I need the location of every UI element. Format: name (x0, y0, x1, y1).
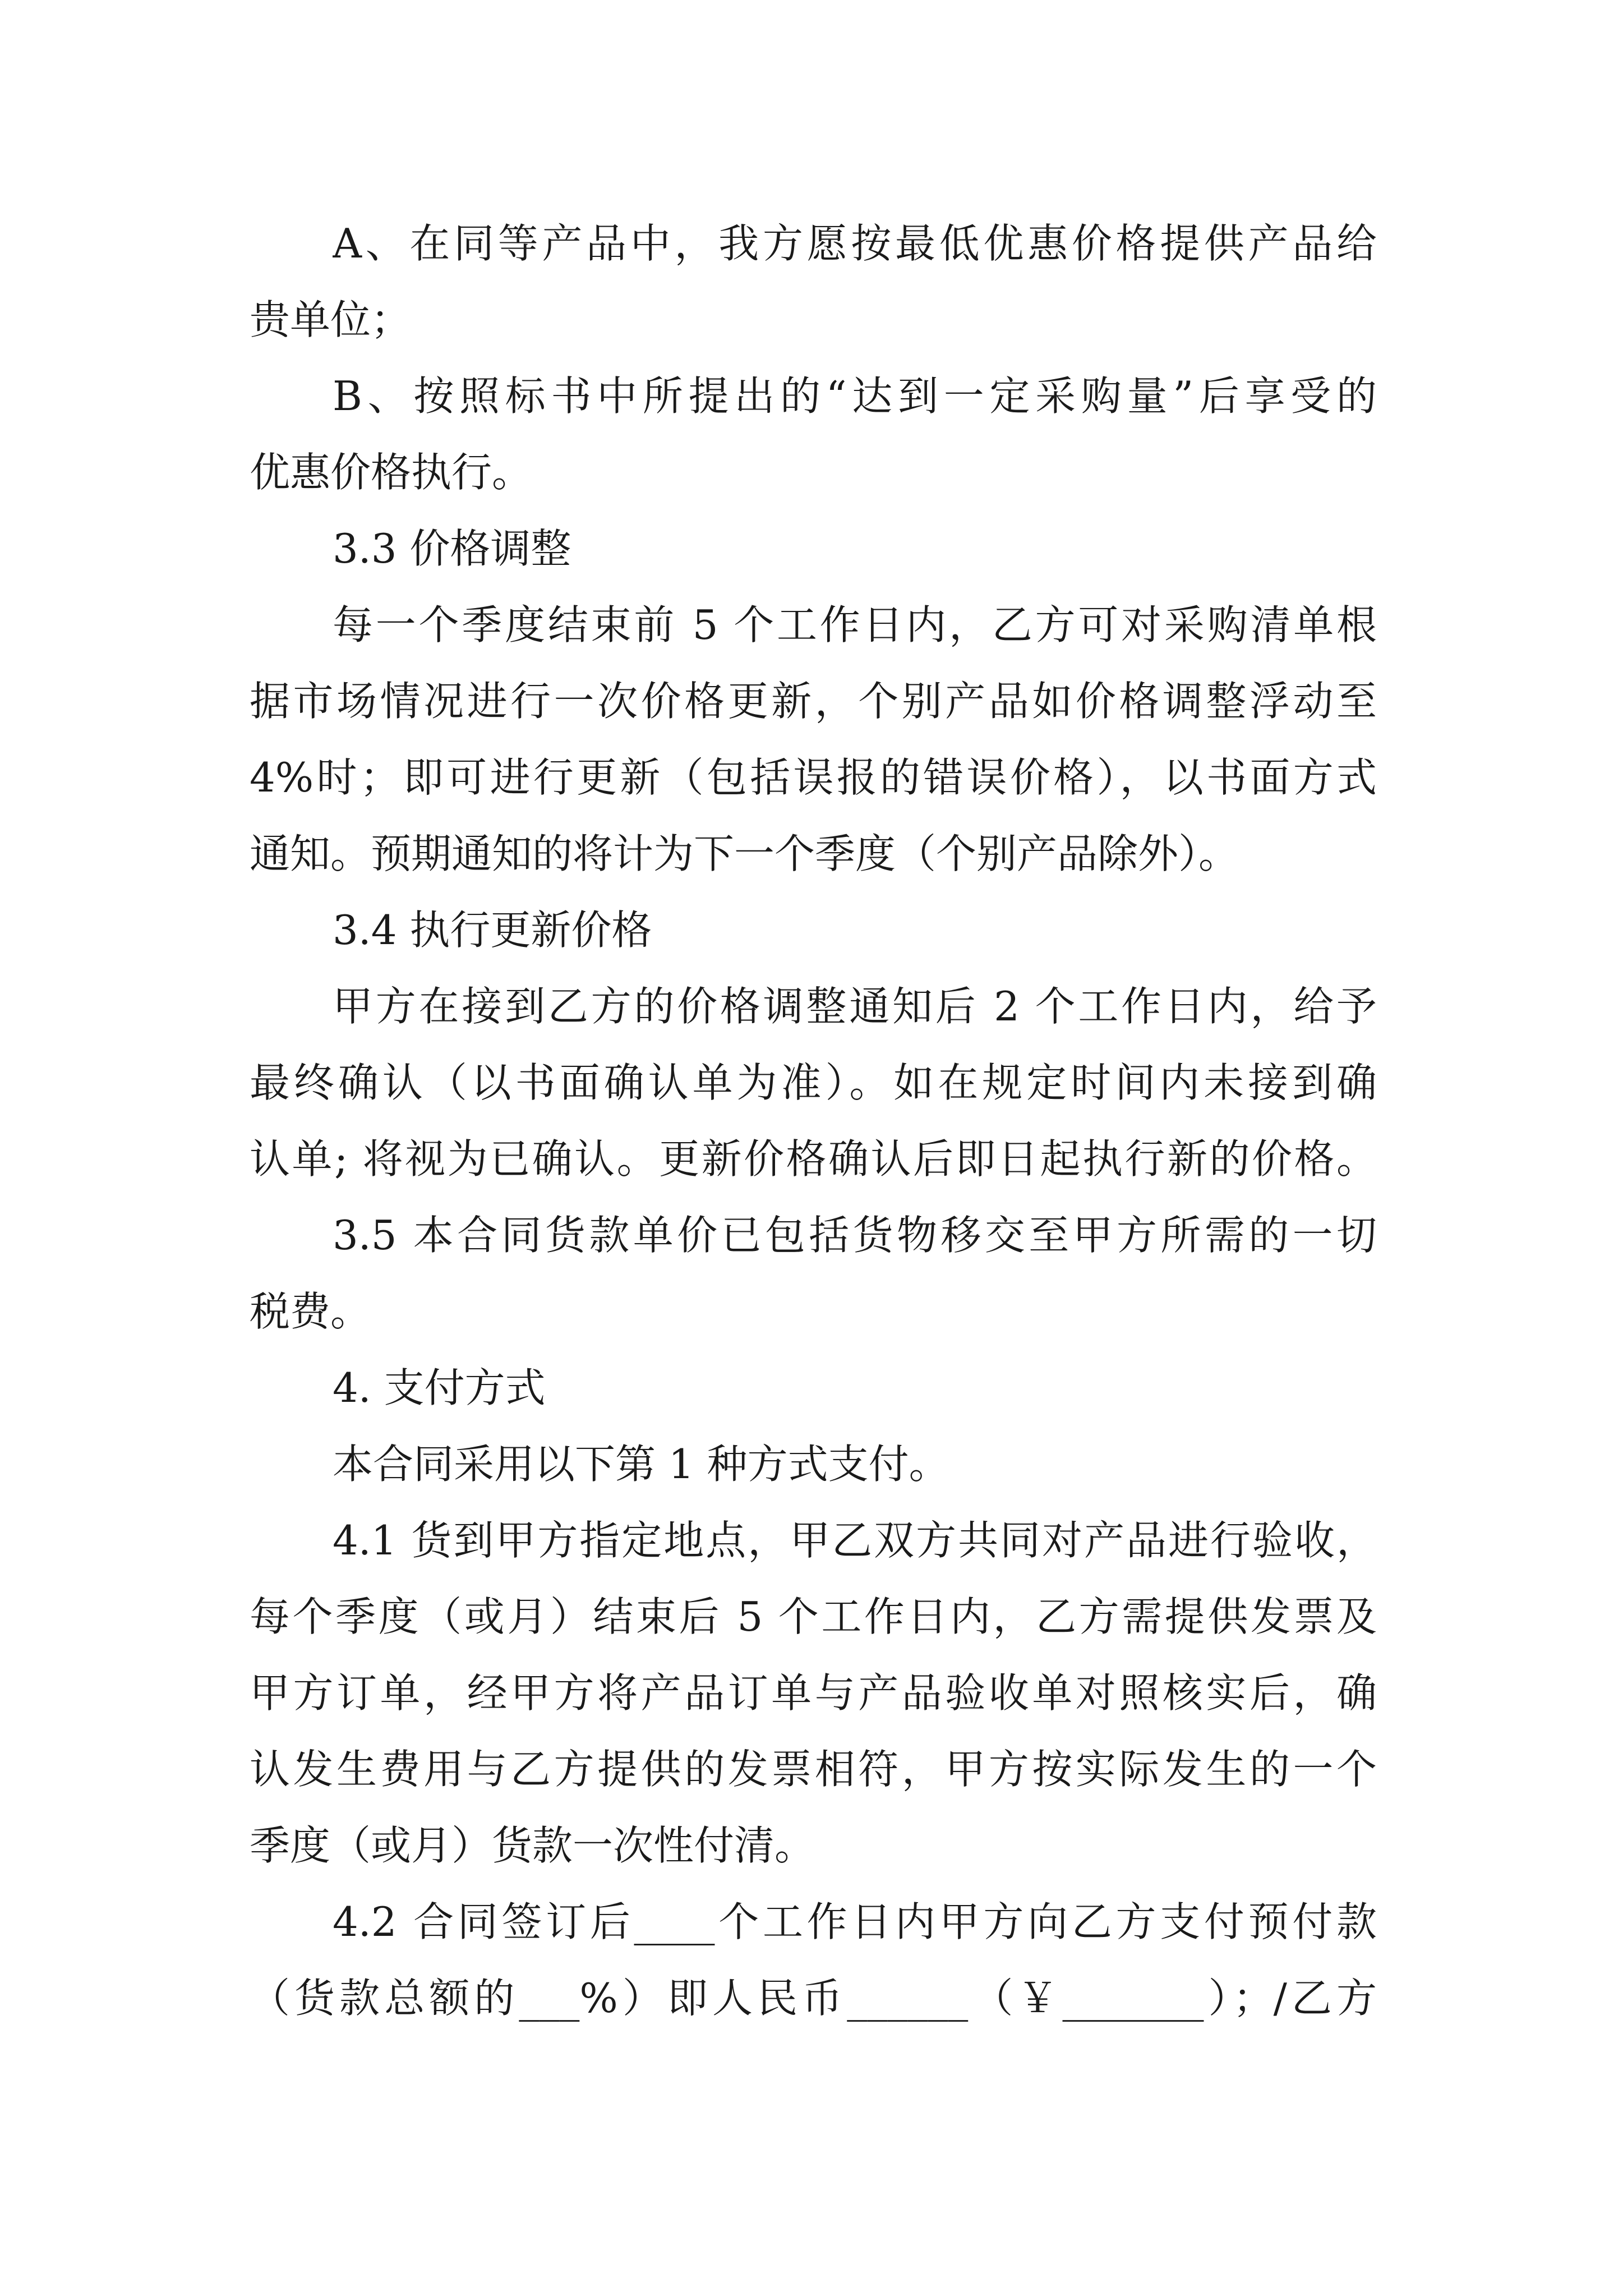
section-4-1-line-2: 每个季度（或月）结束后 5 个工作日内，乙方需提供发票及 (250, 1593, 1377, 1640)
paragraph-a-line-2: 贵单位； (250, 296, 412, 343)
section-4-1-line-4: 认发生费用与乙方提供的发票相符，甲方按实际发生的一个 (250, 1746, 1377, 1793)
paragraph-a-line-1: A、在同等产品中，我方愿按最低优惠价格提供产品给 (333, 220, 1377, 267)
section-3-3-line-1: 每一个季度结束前 5 个工作日内，乙方可对采购清单根 (333, 601, 1377, 648)
section-3-5-line-2: 税费。 (250, 1288, 371, 1335)
section-4-2-line-2: （货款总额的___%）即人民币______（￥_______）；/乙方 (250, 1975, 1377, 2022)
section-3-4-line-2: 最终确认（以书面确认单为准）。如在规定时间内未接到确 (250, 1059, 1377, 1106)
paragraph-b-line-1: B、按照标书中所提出的“达到一定采购量”后享受的 (333, 372, 1377, 420)
section-3-3-line-2: 据市场情况进行一次价格更新，个别产品如价格调整浮动至 (250, 678, 1377, 725)
section-3-4-line-3: 认单; 将视为已确认。更新价格确认后即日起执行新的价格。 (250, 1135, 1377, 1182)
section-3-3-line-3: 4%时；即可进行更新（包括误报的错误价格），以书面方式 (250, 754, 1377, 801)
section-4-1-line-5: 季度（或月）货款一次性付清。 (250, 1822, 815, 1869)
section-3-5-line-1: 3.5 本合同货款单价已包括货物移交至甲方所需的一切 (333, 1212, 1377, 1259)
section-4-intro: 本合同采用以下第 1 种方式支付。 (333, 1441, 949, 1488)
section-4-2-line-1: 4.2 合同签订后____个工作日内甲方向乙方支付预付款 (333, 1898, 1377, 1945)
section-4-heading: 4. 支付方式 (333, 1364, 546, 1411)
section-3-4-heading: 3.4 执行更新价格 (333, 907, 652, 954)
section-4-1-line-1: 4.1 货到甲方指定地点，甲乙双方共同对产品进行验收， (333, 1517, 1377, 1564)
section-3-3-line-4: 通知。预期通知的将计为下一个季度（个别产品除外）。 (250, 830, 1239, 877)
paragraph-b-line-2: 优惠价格执行。 (250, 449, 533, 496)
section-3-4-line-1: 甲方在接到乙方的价格调整通知后 2 个工作日内，给予 (333, 983, 1377, 1030)
section-4-1-line-3: 甲方订单，经甲方将产品订单与产品验收单对照核实后，确 (250, 1669, 1377, 1717)
section-3-3-heading: 3.3 价格调整 (333, 525, 571, 572)
